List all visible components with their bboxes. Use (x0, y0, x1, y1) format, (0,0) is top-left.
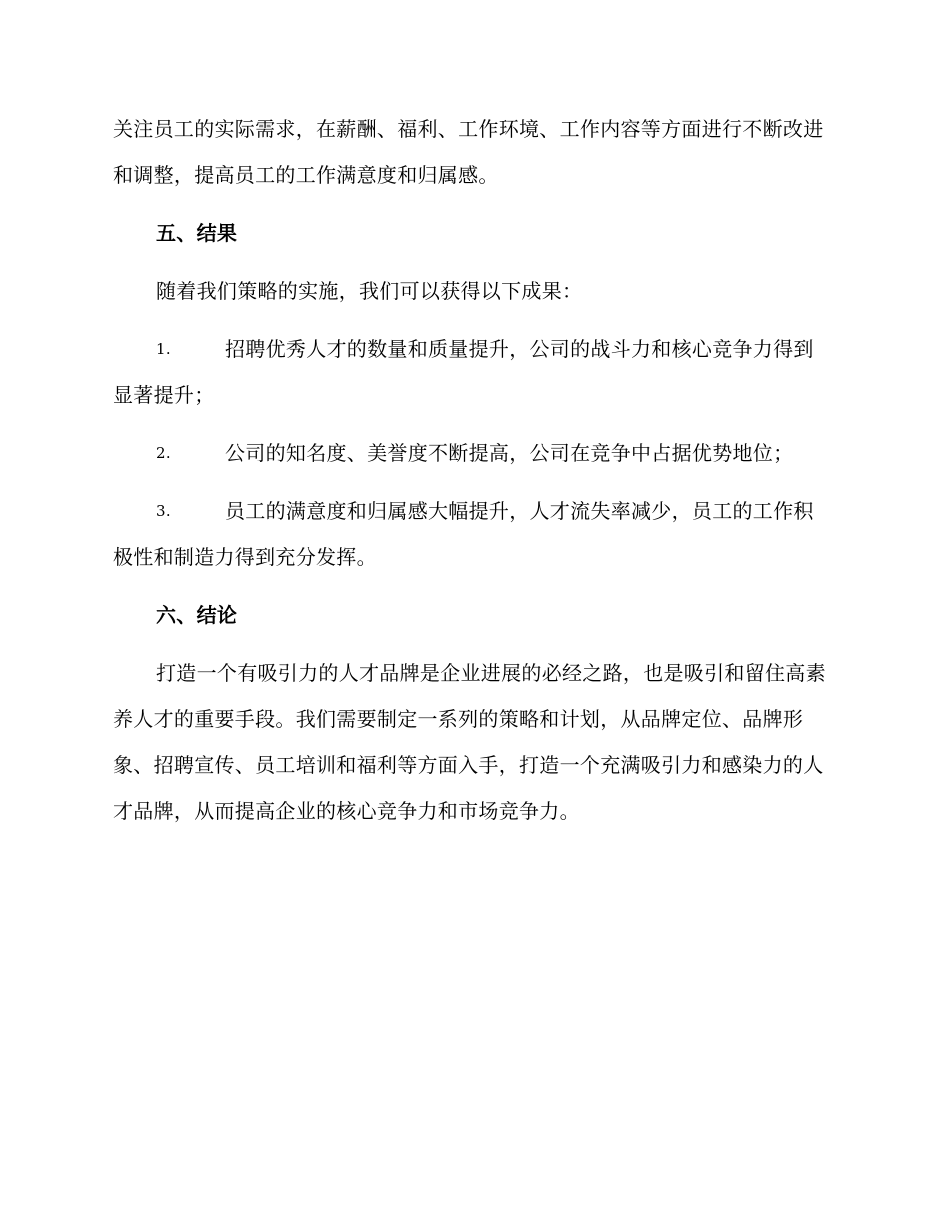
conclusion-paragraph: 打造一个有吸引力的人才品牌是企业进展的必经之路，也是吸引和留住高素养人才的重要手段。我们需要制定一系列的策略和计划，从品牌定位、品牌形象、招聘宣传、员工培训和福利等方面入手，打造一个充满吸引力和感染力的人才品牌，从而提高企业的核心竞争力和市场竞争力。 (113, 661, 826, 823)
list-item-number: 2. (156, 444, 171, 462)
results-intro-paragraph: 随着我们策略的实施，我们可以获得以下成果： (156, 279, 583, 303)
list-item-number: 1. (156, 340, 171, 358)
list-item-text: 员工的满意度和归属感大幅提升，人才流失率减少，员工的工作积极性和制造力得到充分发挥。 (113, 499, 814, 569)
list-item (113, 326, 833, 418)
list-item-text: 招聘优秀人才的数量和质量提升，公司的战斗力和核心竞争力得到显著提升； (113, 337, 814, 407)
list-item-number: 3. (156, 502, 171, 520)
section-heading-conclusion: 六、结论 (156, 603, 238, 627)
list-item (113, 488, 833, 580)
list-item (113, 430, 833, 476)
document-body (113, 106, 833, 846)
list-item-text: 公司的知名度、美誉度不断提高，公司在竞争中占据优势地位； (225, 441, 794, 465)
intro-paragraph: 关注员工的实际需求，在薪酬、福利、工作环境、工作内容等方面进行不断改进和调整，提高员工的工作满意度和归属感。 (113, 117, 824, 187)
section-heading-results: 五、结果 (156, 221, 238, 245)
